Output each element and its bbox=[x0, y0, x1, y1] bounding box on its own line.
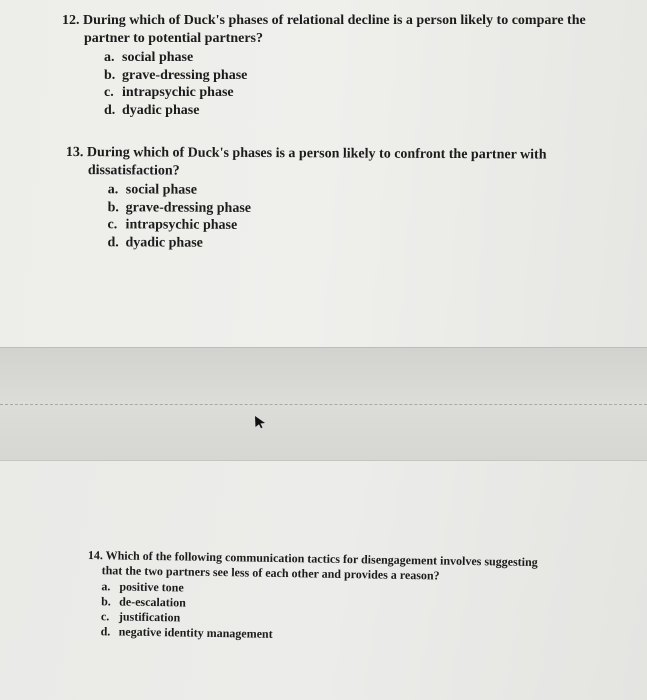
answer-option-c bbox=[104, 84, 602, 102]
question-number: 12. bbox=[62, 13, 80, 28]
page-gap bbox=[0, 347, 647, 461]
question-stem-line: Which of the following communication tactics for disengagement involves suggesting bbox=[105, 548, 538, 570]
option-text: dyadic phase bbox=[122, 102, 200, 118]
answer-options bbox=[62, 49, 602, 119]
answer-options bbox=[65, 181, 585, 254]
option-letter: a. bbox=[101, 579, 111, 594]
answer-options bbox=[87, 579, 568, 647]
answer-option-a bbox=[108, 181, 586, 201]
option-letter: d. bbox=[100, 624, 111, 639]
answer-option-d bbox=[107, 234, 585, 254]
question-number: 14. bbox=[87, 548, 103, 563]
option-letter: c. bbox=[100, 609, 110, 624]
question-12-stem bbox=[62, 12, 602, 30]
dashed-divider bbox=[0, 404, 647, 405]
question-13 bbox=[65, 144, 586, 254]
option-letter: d. bbox=[104, 102, 116, 118]
option-text: positive tone bbox=[119, 579, 184, 595]
option-letter: a. bbox=[107, 182, 119, 198]
question-13-stem bbox=[66, 144, 586, 164]
option-letter: c. bbox=[104, 85, 114, 100]
option-letter: b. bbox=[104, 67, 116, 83]
answer-option-a bbox=[104, 49, 602, 67]
option-letter: b. bbox=[107, 199, 120, 215]
option-text: negative identity management bbox=[118, 624, 273, 641]
answer-option-b bbox=[104, 67, 602, 85]
option-text: intrapsychic phase bbox=[122, 85, 234, 100]
question-stem-line: During which of Duck's phases is a person likely to confront the partner with bbox=[86, 145, 547, 163]
question-stem-line: dissatisfaction? bbox=[87, 162, 180, 179]
option-letter: a. bbox=[104, 50, 115, 65]
question-stem-line: partner to potential partners? bbox=[84, 30, 263, 46]
option-text: grave-dressing phase bbox=[122, 67, 248, 83]
question-12 bbox=[62, 12, 602, 119]
answer-option-c bbox=[108, 216, 586, 236]
option-text: intrapsychic phase bbox=[125, 217, 238, 233]
question-number: 13. bbox=[65, 144, 84, 161]
option-letter: d. bbox=[107, 234, 119, 250]
mouse-pointer-icon bbox=[253, 415, 267, 429]
question-stem-line: During which of Duck's phases of relational decline is a person likely to compare the bbox=[83, 13, 586, 28]
option-text: social phase bbox=[122, 50, 194, 65]
option-text: social phase bbox=[125, 182, 197, 198]
question-14 bbox=[87, 548, 568, 647]
option-text: de-escalation bbox=[119, 594, 186, 610]
answer-option-d bbox=[104, 102, 602, 120]
option-text: dyadic phase bbox=[125, 234, 203, 251]
question-stem-line: that the two partners see less of each other and provides a reason? bbox=[101, 563, 440, 583]
option-text: justification bbox=[118, 609, 181, 625]
option-letter: c. bbox=[107, 217, 118, 233]
option-letter: b. bbox=[101, 594, 111, 609]
option-text: grave-dressing phase bbox=[125, 199, 252, 216]
